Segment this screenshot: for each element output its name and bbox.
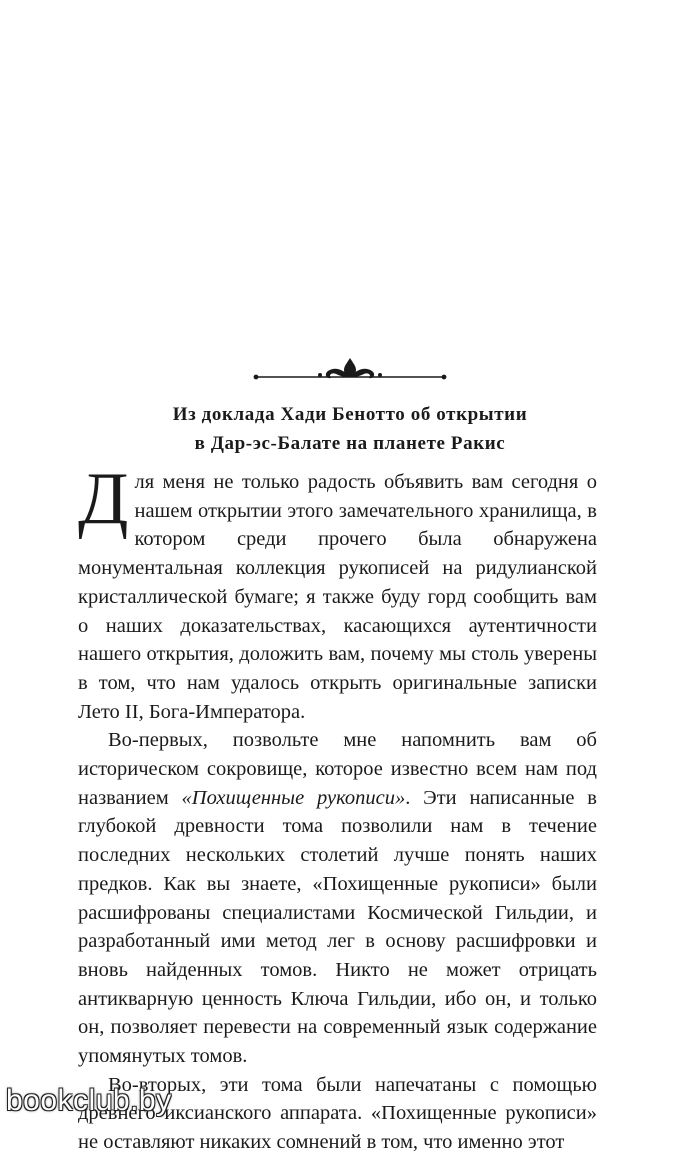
paragraph-1 <box>78 458 597 726</box>
ornament-divider <box>252 356 448 386</box>
paragraph-2-italic-title: «Похищенные рукописи» <box>181 786 406 809</box>
paragraph-2-text-b: . Эти написанные в глубокой древности тома позволили нам в течение последних нескольких столетий лучше понять наших предков. Как вы знаете, «Похищенные рукописи» были расшифрованы специалистами Космической Гильдии, и разработанный ими метод лег в основу расшифровки и вновь найденных томов. Никто не может отрицать антикварную ценность Ключа Гильдии, ибо он, и только он, позволяет перевести на современный язык содержание упомянутых томов. <box>78 786 597 1068</box>
body-text <box>78 458 597 1157</box>
paragraph-1-text: ля меня не только радость объявить вам сегодня о нашем открытии этого замечательного хранилища, в котором среди прочего была обнаружена монументальная коллекция рукописей на ридулианской кристаллической бумаге; я также буду горд сообщить вам о наших доказательствах, касающихся аутентичности нашего открытия, доложить вам, почему мы столь уверены в том, что нам удалось открыть оригинальные записки Лето II, Бога-Императора. <box>78 471 597 723</box>
paragraph-3: Во-вторых, эти тома были напечатаны с помощью древнего иксианского аппарата. «Похищенные рукописи» не оставляют никаких сомнений в том, что именно этот <box>78 1073 597 1154</box>
watermark: bookclub.by <box>6 1084 172 1117</box>
heading-line-2: в Дар-эс-Балате на планете Ракис <box>194 433 506 454</box>
heading-line-1: Из доклада Хади Бенотто об открытии <box>172 404 528 425</box>
paragraph-2-text-a: Во-первых, позвольте мне напомнить вам об историческом сокровище, которое известно всем нам под названием <box>78 729 597 809</box>
section-heading <box>60 400 640 458</box>
drop-cap: Д <box>78 458 129 540</box>
paragraph-2 <box>78 726 597 1070</box>
